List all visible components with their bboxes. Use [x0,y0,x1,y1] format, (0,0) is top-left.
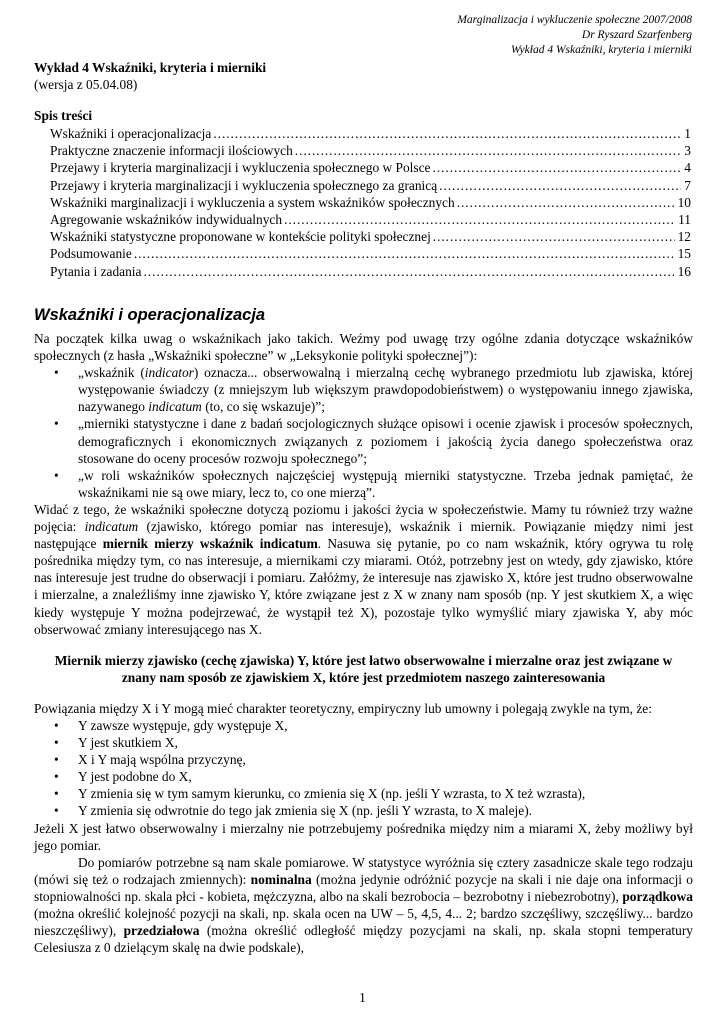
toc-entry-title: Wskaźniki marginalizacji i wykluczenia a system wskaźników społecznych [50,194,455,210]
toc-leader-dots [143,263,674,280]
header-course: Marginalizacja i wykluczenie społeczne 2007/2008 [457,14,692,26]
header-lecture: Wykład 4 Wskaźniki, kryteria i mierniki [511,44,692,56]
relations-paragraph: Powiązania między X i Y mogą mieć charakter teoretyczny, empiryczny lub umowny i polegają zwykle na tym, że: [34,700,652,716]
toc-entry-title: Podsumowanie [50,246,132,262]
toc-entry-page: 4 [684,160,691,176]
document-version: (wersja z 05.04.08) [34,77,138,92]
toc-entry[interactable] [50,263,691,280]
toc-entry-page: 3 [684,143,691,159]
toc-entry-title: Wskaźniki i operacjonalizacja [50,126,212,141]
toc-entry[interactable] [50,177,691,194]
toc-entry[interactable] [50,142,691,159]
toc-entry-title: Praktyczne znaczenie informacji ilościowych [50,143,293,159]
quote-list [34,364,693,501]
toc-entry-page: 7 [684,177,691,193]
quote-item: • „wskaźnik (indicator) oznacza... obserwowalną i mierzalną cechę wybranego przedmiotu lub zjawiska, której występowanie świadczy (z mniejszym lub większym prawdopodobieństwem) o występowaniu innego zjawiska, nazywanego indicatum (to, co się wskazuje)”; [34,364,693,415]
toc-entry[interactable] [50,194,691,211]
document-title: Wykład 4 Wskaźniki, kryteria i mierniki [34,60,267,75]
toc-entry-title: Pytania i zadania [50,263,142,279]
toc-leader-dots [433,159,682,176]
toc-entry[interactable] [50,159,691,176]
toc-leader-dots [433,228,675,245]
toc-entry-page: 1 [684,126,691,141]
toc-entry-page: 16 [677,263,691,279]
quote-item: • „mierniki statystyczne i dane z badań socjologicznych służące opisowi i ocenie zjawisk i procesów społecznych, demograficznych i ekonomicznych związanych z poziomem i jakością życia danego społeczeństwa oraz stosowane do oceny procesów rozwoju społecznego”; [34,415,693,466]
toc-leader-dots [295,142,682,159]
toc-entry-title: Przejawy i kryteria marginalizacji i wykluczenia społecznego w Polsce [50,160,431,176]
relation-item: • Y zawsze występuje, gdy występuje X, [34,717,693,734]
toc-entry[interactable] [50,125,691,142]
relation-item: • X i Y mają wspólna przyczynę, [34,751,693,768]
toc-entry-title: Przejawy i kryteria marginalizacji i wykluczenia społecznego za granicą [50,177,438,193]
toc-entry-page: 10 [677,194,691,210]
relation-item: • Y jest podobne do X, [34,768,693,785]
toc-entry-title: Agregowanie wskaźników indywidualnych [50,211,283,227]
thesis-statement: Miernik mierzy zjawisko (cechę zjawiska) Y, które jest łatwo obserwowalne i mierzalne oraz jest związane w znany nam sposób ze zjawiskiem X, które jest przedmiotem naszego zainteresowania [54,652,673,685]
table-of-contents [50,125,691,280]
relation-item: • Y zmienia się w tym samym kierunku, co zmienia się X (np. jeśli Y wzrasta, to X też wzrasta), [34,785,693,802]
intro-paragraph: Na początek kilka uwag o wskaźnikach jako takich. Weźmy pod uwagę trzy ogólne zdania dotyczące wskaźników społecznych (z hasła „Wskaźniki społeczne” w „Leksykonie polityki społecznej”): [34,331,693,364]
header-author: Dr Ryszard Szarfenberg [581,29,692,41]
relations-list [34,717,693,820]
section-heading: Wskaźniki i operacjonalizacja [34,306,266,324]
toc-leader-dots [134,245,675,262]
toc-entry[interactable] [50,228,691,245]
relation-item: • Y zmienia się odwrotnie do tego jak zmienia się X (np. jeśli Y wzrasta, to X maleje). [34,802,693,819]
toc-leader-dots [213,125,681,142]
toc-entry-title: Wskaźniki statystyczne proponowane w kontekście polityki społecznej [50,229,431,245]
quote-item: • „w roli wskaźników społecznych najczęściej występują mierniki statystyczne. Trzeba jednak pamiętać, że wskaźnikami nie są owe miary, lecz to, co one mierzą”. [34,467,693,501]
toc-heading: Spis treści [34,108,93,123]
toc-leader-dots [439,177,681,194]
toc-entry[interactable] [50,211,691,228]
observability-paragraph: Jeżeli X jest łatwo obserwowalny i mierzalny nie potrzebujemy pośrednika między nim a miarami X, żeby możliwy był jego pomiar. [34,820,693,853]
running-header [457,13,692,58]
section-body [34,330,693,956]
concepts-paragraph: Widać z tego, że wskaźniki społeczne dotyczą poziomu i jakości życia w społeczeństwie. Mamy tu również trzy ważne pojęcia: indicatum (zjawisko, którego pomiar nas interesuje), wskaźnik i miernik. Powiązanie między nimi jest następujące miernik mierzy wskaźnik indicatum. Nasuwa się pytanie, po co nam wskaźnik, który ogrywa tu rolę pośrednika między tym, co nas interesuje, a miernikami czy miarami. Otóż, potrzebny jest on wtedy, gdy zjawisko, które nas interesuje jest trudne do obserwacji i pomiaru. Załóżmy, że interesuje nas zjawisko X, które jest trudno obserwowalne i mierzalne, a znaleźliśmy inne zjawisko Y, które związane jest z X w znany nam sposób (np. Y jest skutkiem X, a więc kiedy występuje Y można podejrzewać, że wystąpił też X), pozostaje tylko wymyślić miary zjawiska Y, aby móc obserwować zmiany interesującego nas X. [34,501,694,637]
toc-entry-page: 12 [677,229,691,245]
toc-entry-page: 15 [677,246,691,262]
toc-leader-dots [457,194,675,211]
relation-item: • Y jest skutkiem X, [34,734,693,751]
page-number: 1 [359,990,366,1005]
scales-paragraph: Do pomiarów potrzebne są nam skale pomiarowe. W statystyce wyróżnia się cztery zasadnicze skale tego rodzaju (mówi się też o rodzajach zmiennych): nominalna (można jedynie odróżnić pozycje na skali i nie daje ona informacji o stopniowalności np. skala płci - kobieta, mężczyzna, albo na skali bezrobocia – bezrobotny i niebezrobotny), porządkowa (można określić kolejność pozycji na skali, np. skala ocen na UW – 5, 4,5, 4... 2; bardzo szczęśliwy, szczęśliwy... bardzo nieszczęśliwy), przedziałowa (można określić odległość między pozycjami na skali, np. skala stopni temperatury Celesiusza z 0 dzielącym skalę na dwie podskale), [34,854,693,956]
toc-entry-page: 11 [678,211,691,227]
toc-leader-dots [284,211,675,228]
toc-entry[interactable] [50,245,691,262]
